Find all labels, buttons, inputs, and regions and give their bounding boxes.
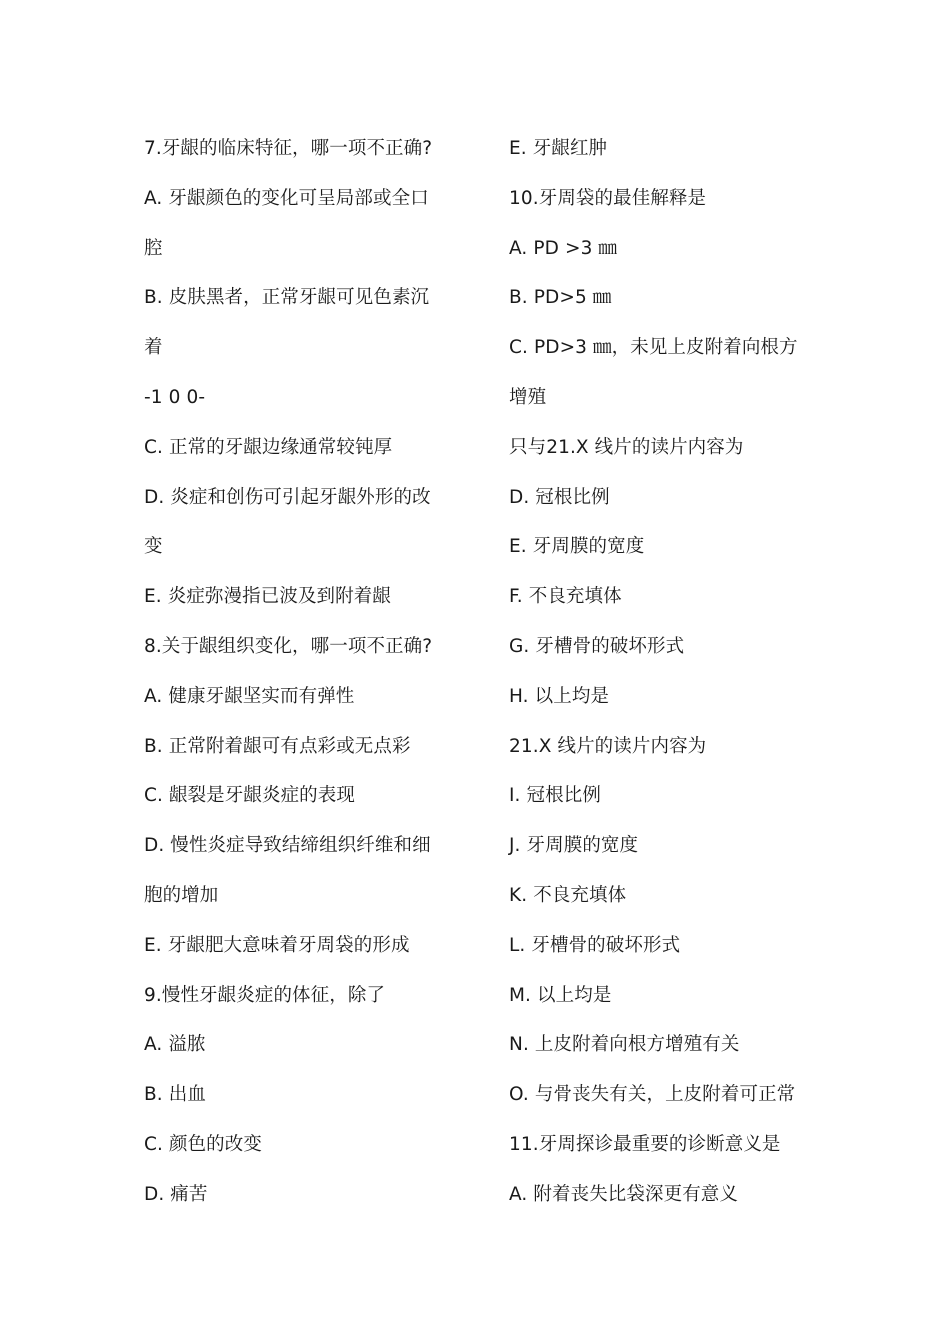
text-line: K. 不良充填体 [509,884,627,906]
text-line: M. 以上均是 [509,984,612,1006]
text-line: A. 附着丧失比袋深更有意义 [509,1183,738,1205]
text-line: C. 颜色的改变 [144,1133,262,1155]
text-line: C. PD>3 ㎜，未见上皮附着向根方 [509,337,798,359]
text-line: F. 不良充填体 [509,586,622,608]
text-line: 10.牙周袋的最佳解释是 [509,187,707,209]
left-column [144,124,484,1220]
text-line: C. 正常的牙龈边缘通常较钝厚 [144,436,393,458]
text-line: B. 出血 [144,1084,206,1106]
text-line: J. 牙周膜的宽度 [509,835,639,857]
text-line: 增殖 [509,386,547,408]
text-line: 变 [144,536,163,558]
text-line: D. 冠根比例 [509,486,610,508]
text-line: 21.X 线片的读片内容为 [509,735,707,757]
text-line: D. 痛苦 [144,1183,208,1205]
text-line: A. 牙龈颜色的变化可呈局部或全口 [144,187,429,209]
text-line: 9.慢性牙龈炎症的体征，除了 [144,984,386,1006]
text-line: 8.关于龈组织变化，哪一项不正确? [144,635,433,657]
text-line: 着 [144,337,163,359]
text-line: A. PD >3 ㎜ [509,237,618,259]
text-line: A. 溢脓 [144,1034,206,1056]
text-line: O. 与骨丧失有关，上皮附着可正常 [509,1084,796,1106]
text-line: E. 牙龈红肿 [509,138,608,159]
text-line: C. 龈裂是牙龈炎症的表现 [144,785,355,807]
text-line: N. 上皮附着向根方增殖有关 [509,1034,740,1056]
text-line: E. 炎症弥漫指已波及到附着龈 [144,586,391,608]
text-line: I. 冠根比例 [509,785,601,807]
text-line: G. 牙槽骨的破坏形式 [509,635,685,657]
text-line: 7.牙龈的临床特征，哪一项不正确? [144,138,433,159]
text-line: E. 牙周膜的宽度 [509,536,645,558]
page-number: -1 0 0- [144,386,206,408]
text-line: 只与21.X 线片的读片内容为 [509,436,744,458]
text-line: E. 牙龈肥大意味着牙周袋的形成 [144,934,410,956]
text-line: D. 慢性炎症导致结缔组织纤维和细 [144,835,431,857]
text-line: 腔 [144,237,163,259]
text-line: L. 牙槽骨的破坏形式 [509,934,681,956]
text-line: A. 健康牙龈坚实而有弹性 [144,685,355,707]
text-line: B. 皮肤黑者，正常牙龈可见色素沉 [144,287,430,309]
right-column [509,124,839,1220]
text-line: 胞的增加 [144,884,219,906]
text-line: B. 正常附着龈可有点彩或无点彩 [144,735,411,757]
text-line: B. PD>5 ㎜ [509,287,612,309]
text-line: 11.牙周探诊最重要的诊断意义是 [509,1133,781,1155]
text-line: H. 以上均是 [509,685,610,707]
text-line: D. 炎症和创伤可引起牙龈外形的改 [144,486,431,508]
